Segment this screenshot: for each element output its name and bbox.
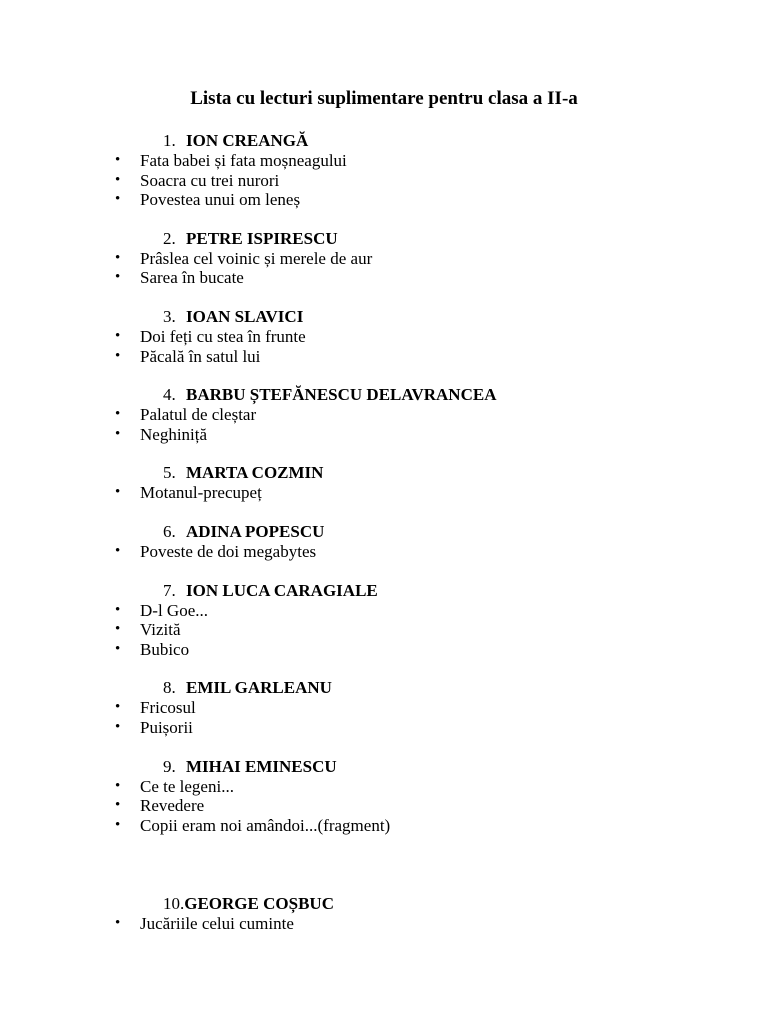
work-title: Bubico [140, 639, 190, 659]
work-title: Palatul de cleștar [140, 405, 257, 425]
author-section [0, 307, 768, 366]
works-list [0, 483, 768, 503]
author-heading [0, 894, 768, 914]
author-name: ION CREANGĂ [186, 131, 309, 150]
bullet-icon: • [115, 269, 121, 286]
works-list [0, 249, 768, 288]
list-item [0, 190, 768, 210]
author-name: IOAN SLAVICI [186, 306, 304, 326]
list-item [0, 347, 768, 367]
list-item [0, 640, 768, 660]
work-title: Neghiniță [140, 424, 208, 444]
work-title: Păcală în satul lui [140, 346, 261, 366]
work-title: Revedere [140, 796, 205, 816]
bullet-icon: • [115, 425, 121, 442]
document-title: Lista cu lecturi suplimentare pentru clasa a II-a [190, 88, 578, 109]
author-name: MIHAI EMINESCU [186, 756, 337, 776]
bullet-icon: • [115, 171, 121, 188]
author-list [0, 131, 768, 934]
author-section [0, 757, 768, 836]
list-item [0, 816, 768, 836]
author-heading [0, 678, 768, 698]
author-heading [0, 581, 768, 601]
works-list [0, 327, 768, 366]
list-item [0, 249, 768, 269]
bullet-icon: • [115, 797, 121, 814]
bullet-icon: • [115, 816, 121, 833]
list-item [0, 796, 768, 816]
work-title: Motanul-precupeț [140, 483, 262, 503]
bullet-icon: • [115, 152, 121, 168]
works-list [0, 698, 768, 737]
work-title: Poveste de doi megabytes [140, 541, 317, 561]
section-number: 4. [163, 385, 176, 405]
section-number: 1. [163, 131, 176, 150]
work-title: Doi feți cu stea în frunte [140, 326, 306, 346]
author-heading [0, 385, 768, 405]
author-name: ADINA POPESCU [186, 521, 325, 541]
work-title: Puișorii [140, 717, 193, 737]
author-section [0, 463, 768, 503]
author-heading [0, 522, 768, 542]
section-number: 6. [163, 521, 176, 541]
author-section [0, 229, 768, 288]
bullet-icon: • [115, 621, 121, 638]
author-heading [0, 307, 768, 327]
author-name: GEORGE COȘBUC [184, 894, 334, 914]
work-title: Fata babei și fata moșneagului [140, 151, 347, 170]
author-section [0, 581, 768, 660]
author-name: PETRE ISPIRESCU [186, 228, 338, 248]
works-list [0, 151, 768, 210]
list-item [0, 914, 768, 934]
bullet-icon: • [115, 191, 121, 208]
author-heading [0, 229, 768, 249]
works-list [0, 914, 768, 934]
section-number: 3. [163, 306, 176, 326]
list-item [0, 620, 768, 640]
bullet-icon: • [115, 640, 121, 657]
list-item [0, 718, 768, 738]
author-section [0, 385, 768, 444]
work-title: Ce te legeni... [140, 776, 234, 796]
bullet-icon: • [115, 249, 121, 266]
list-item [0, 698, 768, 718]
list-item [0, 268, 768, 288]
list-item [0, 405, 768, 425]
work-title: Vizită [140, 620, 181, 640]
list-item [0, 327, 768, 347]
section-number: 9. [163, 756, 176, 776]
author-section [0, 522, 768, 562]
works-list [0, 405, 768, 444]
author-section [0, 894, 768, 934]
works-list [0, 601, 768, 660]
work-title: Sarea în bucate [140, 268, 244, 288]
list-item [0, 542, 768, 562]
list-item [0, 777, 768, 797]
bullet-icon: • [115, 718, 121, 735]
work-title: Prâslea cel voinic și merele de aur [140, 248, 373, 268]
bullet-icon: • [115, 484, 121, 501]
bullet-icon: • [115, 777, 121, 794]
works-list [0, 777, 768, 836]
work-title: D-l Goe... [140, 600, 208, 620]
section-number: 7. [163, 580, 176, 600]
author-section [0, 678, 768, 737]
author-section [0, 131, 768, 210]
work-title: Copii eram noi amândoi...(fragment) [140, 815, 391, 835]
list-item [0, 483, 768, 503]
bullet-icon: • [115, 542, 121, 559]
work-title: Fricosul [140, 698, 196, 718]
author-name: MARTA COZMIN [186, 463, 324, 483]
author-heading [0, 463, 768, 483]
works-list [0, 542, 768, 562]
section-number: 8. [163, 678, 176, 698]
bullet-icon: • [115, 347, 121, 364]
author-heading [0, 757, 768, 777]
bullet-icon: • [115, 406, 121, 423]
author-name: ION LUCA CARAGIALE [186, 580, 378, 600]
list-item [0, 151, 768, 171]
list-item [0, 171, 768, 191]
work-title: Jucăriile celui cuminte [140, 914, 294, 934]
work-title: Soacra cu trei nurori [140, 170, 280, 190]
bullet-icon: • [115, 699, 121, 716]
author-heading [0, 131, 768, 151]
author-name: BARBU ȘTEFĂNESCU DELAVRANCEA [186, 385, 497, 405]
section-number: 5. [163, 463, 176, 483]
bullet-icon: • [115, 601, 121, 618]
list-item [0, 425, 768, 445]
bullet-icon: • [115, 915, 121, 932]
author-name: EMIL GARLEANU [186, 678, 332, 698]
section-number: 2. [163, 228, 176, 248]
work-title: Povestea unui om leneș [140, 190, 301, 210]
bullet-icon: • [115, 327, 121, 344]
section-number: 10. [163, 894, 185, 914]
list-item [0, 601, 768, 621]
